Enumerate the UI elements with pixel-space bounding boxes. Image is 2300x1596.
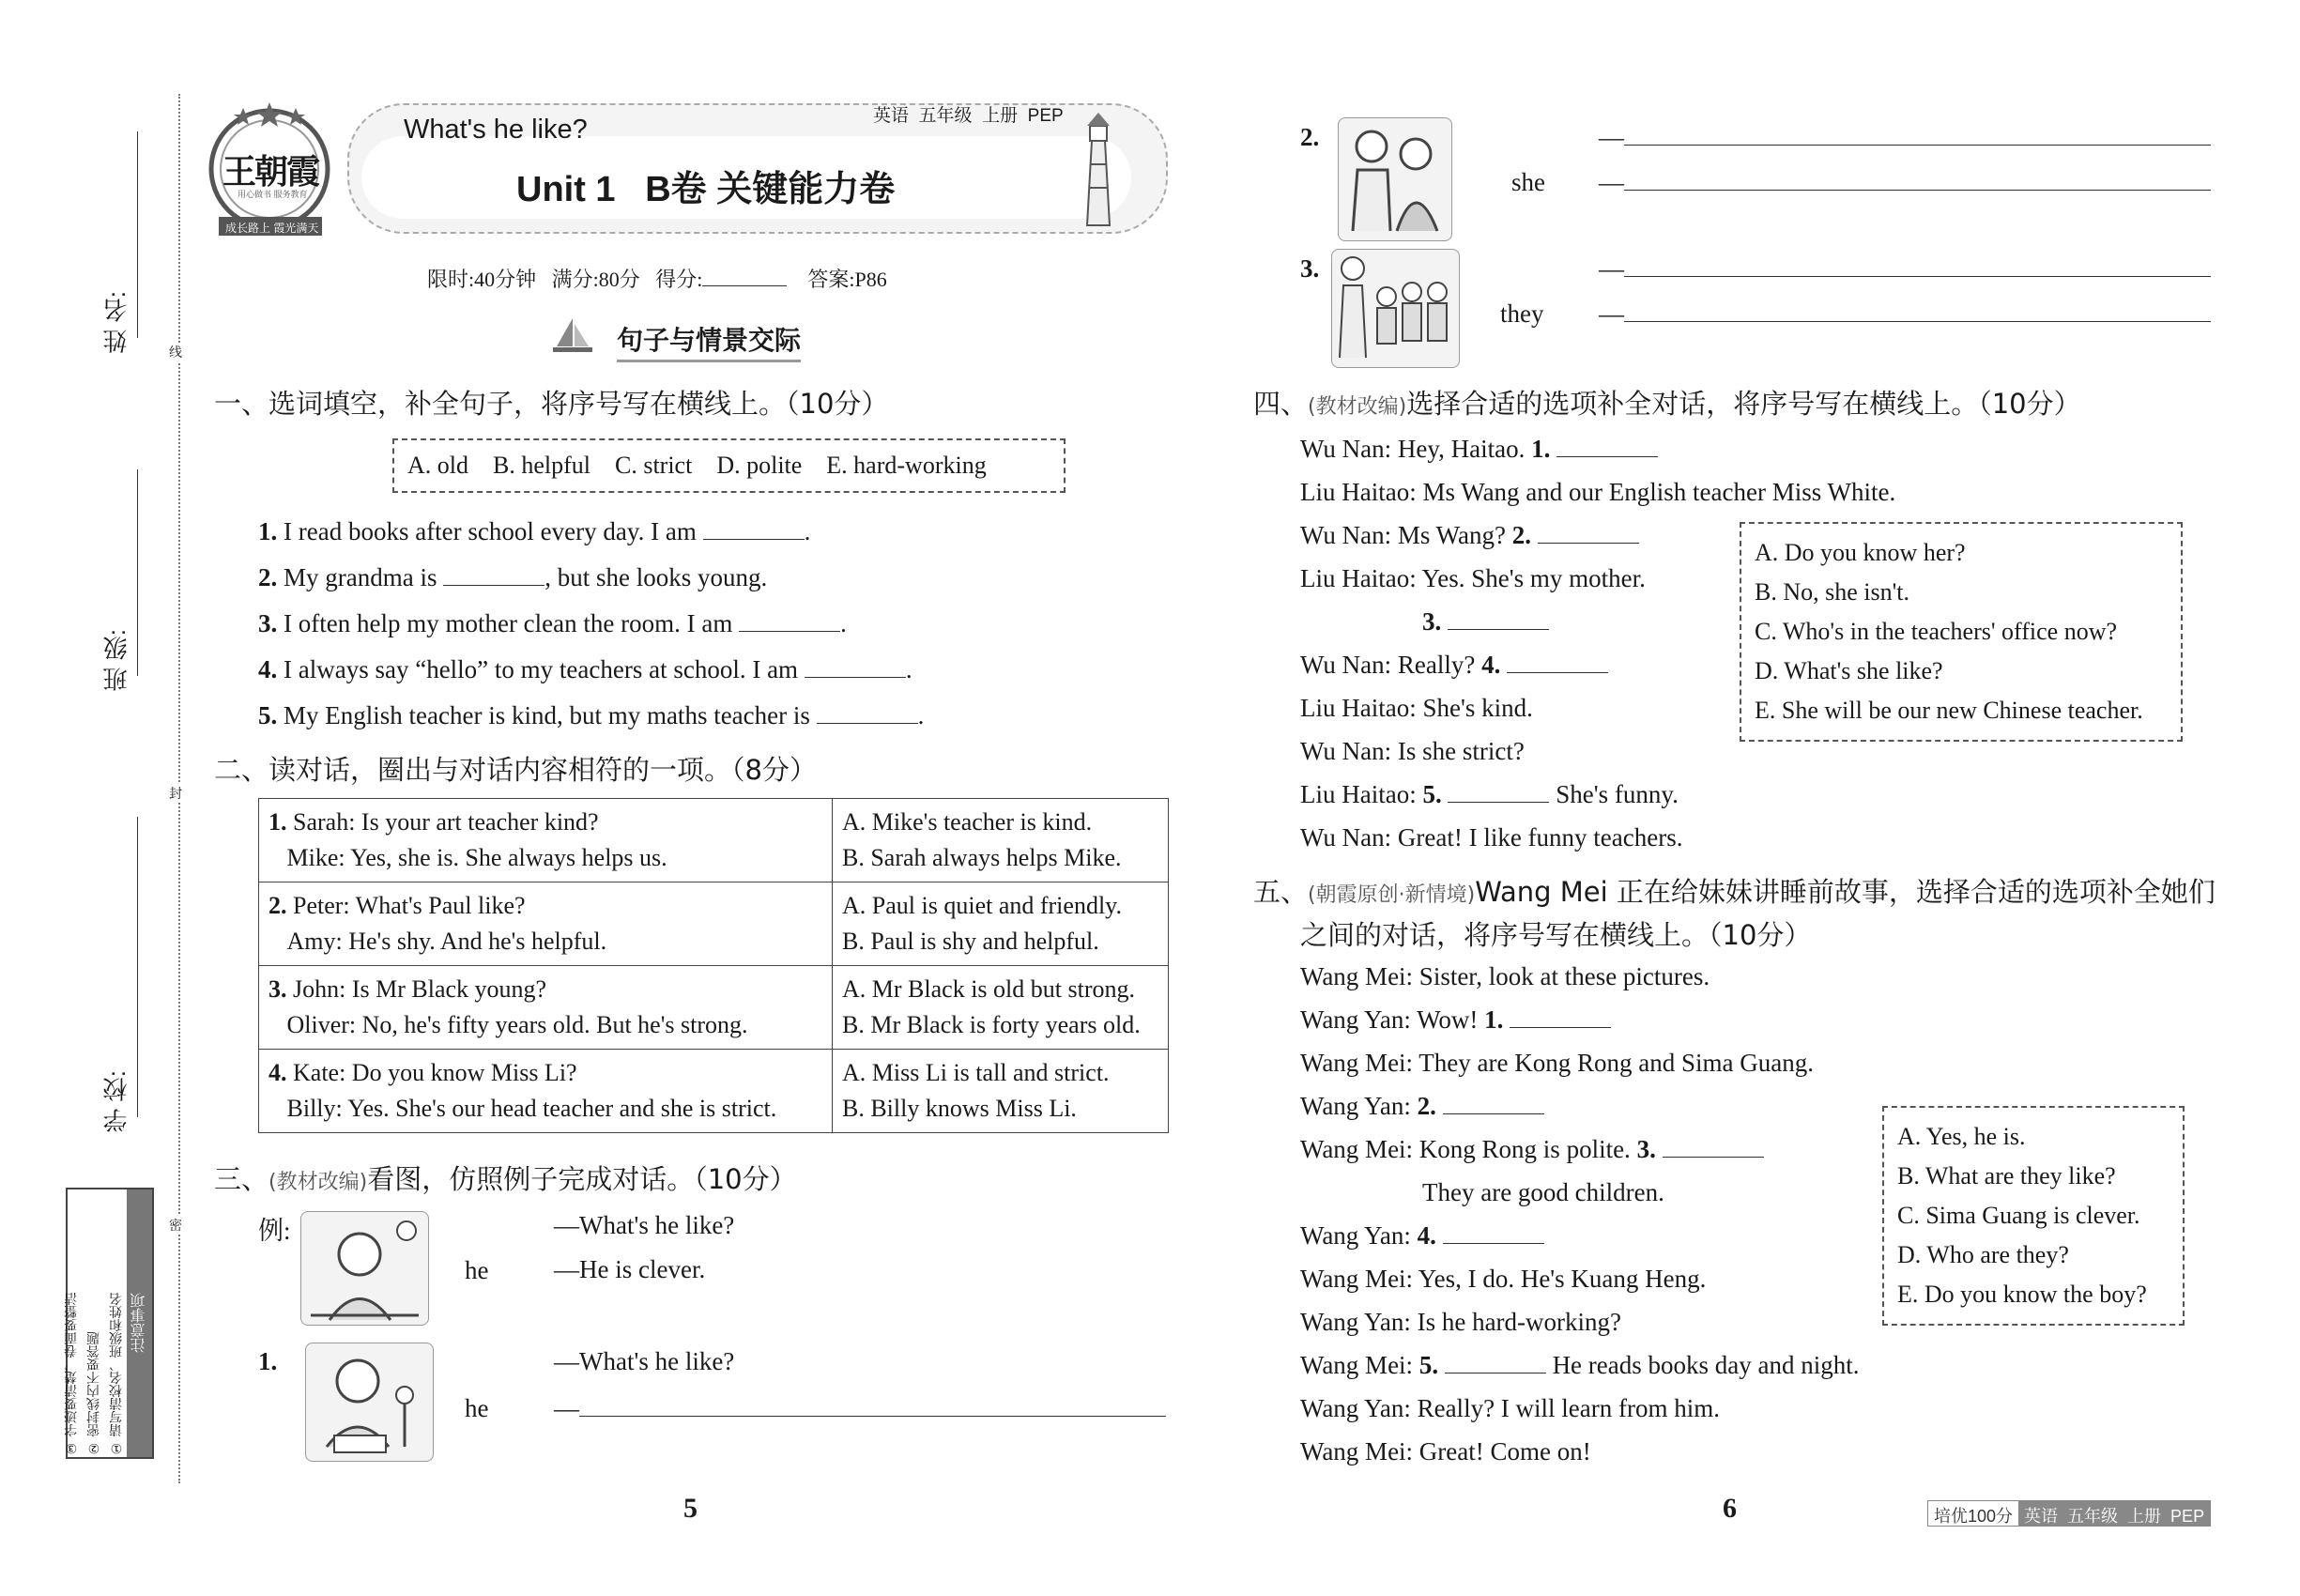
q1-item (258, 560, 924, 606)
dialogue-line: Mike: Yes, she is. She always helps us. (286, 844, 667, 871)
dialogue-line (1300, 1391, 1860, 1435)
note-item: ② 密封线内不要答题 (85, 1331, 100, 1455)
score-field[interactable] (702, 265, 787, 286)
speaker-text: Wang Yan: (1300, 1221, 1418, 1250)
option: D. What's she like? (1755, 657, 1943, 684)
dialogue-line (1300, 1435, 1860, 1478)
name-field[interactable] (137, 131, 138, 338)
choice-a[interactable]: A. Paul is quiet and friendly. (842, 892, 1122, 919)
dialogue-line (1300, 1305, 1860, 1348)
speaker-text: Wu Nan: Really? (1300, 651, 1482, 679)
q4-heading (1253, 385, 2081, 426)
q1-item (258, 698, 924, 744)
brand-logo (202, 99, 338, 239)
example-label: 例: (258, 1217, 291, 1245)
choice-a[interactable]: A. Mr Black is old but strong. (842, 975, 1135, 1003)
answer-line[interactable] (1624, 299, 2211, 322)
q1-item (258, 652, 924, 698)
table-row (259, 882, 1169, 966)
table-row (259, 1050, 1169, 1133)
item-number: 3. (1636, 1135, 1656, 1163)
q5-heading (1253, 873, 2216, 914)
answer-blank[interactable] (1510, 1006, 1611, 1028)
dialogue-line: Peter: What's Paul like? (293, 892, 526, 919)
option: D. Who are they? (1897, 1241, 2069, 1268)
choice-cell (833, 799, 1169, 882)
dash: — (1599, 123, 1624, 151)
lighthouse-icon (1080, 103, 1117, 230)
item-number: 4. (1417, 1221, 1436, 1250)
q4-options-box (1740, 522, 2183, 742)
q4-heading-tag: (教材改编) (1308, 395, 1407, 419)
q3-question-row (1599, 252, 2211, 285)
q1-options: A. old B. helpful C. strict D. polite E. hard-working (407, 452, 987, 479)
choice-a[interactable]: A. Mike's teacher is kind. (842, 808, 1093, 836)
choice-b[interactable]: B. Sarah always helps Mike. (842, 844, 1122, 871)
choice-cell (833, 966, 1169, 1050)
q3-answer-row (1599, 165, 2211, 199)
teacher-with-children-icon (1332, 250, 1459, 367)
binding-margin (56, 94, 188, 1502)
dialogue-line (1300, 1175, 1860, 1219)
speaker-text: Wang Yan: Is he hard-working? (1300, 1308, 1622, 1336)
brand-small-text: 用心做书 服务教育 (238, 190, 308, 199)
speaker-text: Wu Nan: Ms Wang? (1300, 521, 1512, 549)
answer-blank[interactable] (1443, 1093, 1544, 1114)
answer-blank[interactable] (1445, 1352, 1546, 1373)
option: B. No, she isn't. (1755, 578, 1910, 606)
dialogue-line: Billy: Yes. She's our head teacher and she is strict. (286, 1095, 777, 1122)
dialogue-line (1300, 1132, 1860, 1175)
q4-heading-text: 选择合适的选项补全对话，将序号写在横线上。（10分） (1406, 388, 2081, 420)
q3-heading-tag: (教材改编) (268, 1171, 368, 1194)
q3-item-pronoun: they (1500, 299, 1544, 328)
woman-helping-girl-icon (1339, 118, 1451, 240)
header-meta: 英语 五年级 上册 PEP (873, 106, 1064, 126)
q4-heading-number: 四、 (1253, 388, 1309, 420)
q1-item (258, 514, 924, 560)
speaker-text: Wang Mei: Great! Come on! (1300, 1437, 1591, 1466)
answer-line[interactable] (579, 1393, 1166, 1417)
boy-thinking-icon (301, 1212, 428, 1325)
dash: — (554, 1394, 579, 1422)
q3-item-pronoun: he (465, 1394, 489, 1422)
speaker-text: Wu Nan: Great! I like funny teachers. (1300, 823, 1683, 852)
item-number: 2. (268, 892, 287, 919)
item-text-post: . (905, 655, 912, 683)
q5-options-box (1882, 1106, 2185, 1326)
speaker-text: Liu Haitao: Yes. She's my mother. (1300, 564, 1646, 592)
item-text: I always say “hello” to my teachers at school. I am (284, 655, 799, 683)
dash: — (1599, 168, 1624, 196)
answer-blank[interactable] (817, 702, 918, 724)
table-row (259, 799, 1169, 882)
q5-heading-text: Wang Mei 正在给妹妹讲睡前故事，选择合适的选项补全她们 (1475, 876, 2216, 908)
dialogue-cell (259, 966, 833, 1050)
example-question: —What's he like? (554, 1211, 735, 1239)
speaker-text: Wang Mei: Sister, look at these pictures. (1300, 962, 1710, 990)
cut-mark: 线 (169, 345, 182, 360)
answer-blank[interactable] (1448, 781, 1549, 803)
item-text-post: . (840, 609, 847, 637)
dialogue-line: Sarah: Is your art teacher kind? (293, 808, 599, 836)
answer-blank[interactable] (1507, 652, 1608, 673)
info-line (427, 263, 887, 297)
dash: — (1599, 254, 1624, 283)
speaker-text-after: She's funny. (1549, 780, 1679, 808)
q5-heading-tag: (朝霞原创·新情境) (1308, 883, 1476, 907)
page-number-left: 5 (683, 1493, 698, 1524)
dialogue-line (1300, 1046, 1860, 1089)
speaker-text: They are good children. (1422, 1178, 1664, 1206)
choice-b[interactable]: B. Mr Black is forty years old. (842, 1011, 1141, 1038)
item-number: 4. (268, 1059, 287, 1086)
dialogue-line (1300, 475, 1895, 518)
dialogue-line (1300, 959, 1860, 1003)
speaker-text: Wang Mei: Kong Rong is polite. (1300, 1135, 1637, 1163)
speaker-text: Wu Nan: Hey, Haitao. (1300, 435, 1532, 463)
dialogue-cell (259, 1050, 833, 1133)
dialogue-line (1300, 1262, 1860, 1305)
option: C. Who's in the teachers' office now? (1755, 618, 2118, 645)
item-text: I read books after school every day. I am (284, 517, 697, 545)
speaker-text: Wu Nan: Is she strict? (1300, 737, 1525, 765)
dialogue-line (1300, 1348, 1860, 1391)
class-field[interactable] (137, 469, 138, 676)
school-label: 学 校: (102, 1070, 130, 1133)
boy-reading-picture (305, 1343, 434, 1462)
item-number: 4. (258, 655, 278, 683)
example-pronoun: he (465, 1256, 489, 1284)
item-number: 5. (1418, 1351, 1439, 1379)
q1-heading: 一、选词填空，补全句子，将序号写在横线上。（10分） (214, 388, 889, 420)
dialogue-line (1300, 777, 1895, 821)
speaker-text: Wang Yan: (1300, 1092, 1418, 1120)
brand-slogan: 成长路上 霞光满天 (225, 222, 319, 235)
choice-b[interactable]: B. Billy knows Miss Li. (842, 1095, 1077, 1122)
item-number: 2. (258, 563, 278, 591)
dialogue-line (1300, 1089, 1860, 1132)
item-number: 5. (258, 701, 278, 729)
q3-heading-number: 三、 (214, 1163, 269, 1195)
q3-heading (214, 1160, 797, 1202)
section-banner (549, 316, 831, 356)
answer-blank[interactable] (703, 518, 805, 540)
notes-box (63, 1188, 154, 1459)
item-text-post: . (917, 701, 925, 729)
item-number: 1. (1484, 1005, 1504, 1034)
dialogue-line (1300, 1219, 1860, 1262)
q3-item-question: —What's he like? (554, 1347, 735, 1375)
option: E. She will be our new Chinese teacher. (1755, 697, 2143, 724)
page-number-right: 6 (1723, 1493, 1737, 1524)
answer-blank[interactable] (1448, 608, 1549, 630)
footer-badge (1927, 1500, 2211, 1527)
answer-blank[interactable] (805, 656, 906, 678)
school-field[interactable] (137, 817, 138, 1117)
item-number: 1. (268, 808, 287, 836)
item-number: 5. (1422, 780, 1442, 808)
girl-mother-picture (1338, 117, 1452, 241)
cut-mark: 封 (169, 786, 182, 801)
answer-line[interactable] (1624, 253, 2211, 277)
option: E. Do you know the boy? (1897, 1281, 2147, 1308)
dialogue-line: John: Is Mr Black young? (293, 975, 547, 1003)
answer-blank[interactable] (1538, 522, 1639, 544)
item-number: 3. (268, 975, 287, 1003)
note-item: ① 请写清校名、班级和姓名 (108, 1292, 123, 1455)
dialogue-line (1300, 432, 1895, 475)
full-score: 满分:80分 (551, 268, 640, 291)
q2-table (258, 798, 1169, 1133)
q3-question-row (1599, 120, 2211, 154)
table-row (259, 966, 1169, 1050)
section-banner-title: 句子与情景交际 (617, 320, 801, 362)
speaker-text: Wang Mei: Yes, I do. He's Kuang Heng. (1300, 1265, 1707, 1293)
dialogue-cell (259, 799, 833, 882)
answer-blank[interactable] (739, 610, 840, 632)
footer-badge-meta: 英语 五年级 上册 PEP (2018, 1501, 2210, 1526)
answer-blank[interactable] (1663, 1136, 1764, 1158)
item-number: 1. (1531, 435, 1551, 463)
choice-b[interactable]: B. Paul is shy and helpful. (842, 928, 1099, 955)
dialogue-line (1300, 1003, 1860, 1046)
item-number: 4. (1481, 651, 1501, 679)
item-text: I often help my mother clean the room. I am (284, 609, 733, 637)
option: A. Do you know her? (1755, 539, 1966, 566)
page-title: Unit 1 B卷 关键能力卷 (516, 170, 896, 209)
dash: — (1599, 299, 1624, 328)
option: B. What are they like? (1897, 1162, 2116, 1189)
q3-item-pronoun: she (1511, 168, 1545, 196)
option: C. Sima Guang is clever. (1897, 1202, 2140, 1229)
notes-title: 注意事项 (127, 1189, 152, 1457)
item-text: My English teacher is kind, but my maths teacher is (284, 701, 810, 729)
speaker-text: Liu Haitao: She's kind. (1300, 694, 1533, 722)
score-label: 得分: (655, 268, 703, 291)
q3-answer-row (1599, 297, 2211, 330)
dialogue-line: Oliver: No, he's fifty years old. But he's strong. (286, 1011, 748, 1038)
answer-page: 答案:P86 (807, 268, 887, 291)
class-label: 班 级: (102, 629, 130, 692)
boy-reading-icon (306, 1343, 433, 1461)
q3-heading-text: 看图，仿照例子完成对话。（10分） (367, 1163, 797, 1195)
item-number: 1. (258, 517, 278, 545)
q3-item-number: 2. (1300, 123, 1320, 151)
answer-line[interactable] (1624, 167, 2211, 191)
q2-heading: 二、读对话，圈出与对话内容相符的一项。（8分） (214, 754, 817, 786)
time-limit: 限时:40分钟 (427, 268, 537, 291)
q3-item-number: 1. (258, 1347, 278, 1375)
dialogue-cell (259, 882, 833, 966)
q3-answer-row (554, 1391, 1166, 1425)
q1-items (258, 514, 924, 744)
name-label: 姓 名: (102, 291, 130, 354)
cut-mark: 密 (169, 1218, 182, 1233)
speaker-text-after: He reads books day and night. (1545, 1351, 1860, 1379)
item-number: 2. (1417, 1092, 1436, 1120)
answer-blank[interactable] (443, 564, 544, 586)
item-text-post: , but she looks young. (544, 563, 768, 591)
choice-cell (833, 882, 1169, 966)
boy-idea-picture (300, 1211, 429, 1326)
item-number: 3. (1422, 607, 1442, 636)
item-number: 3. (258, 609, 278, 637)
speaker-text: Liu Haitao: Ms Wang and our English teacher Miss White. (1300, 478, 1896, 506)
q1-options-box (392, 438, 1066, 493)
header-subtitle: What's he like? (404, 115, 588, 145)
answer-blank[interactable] (1443, 1222, 1544, 1244)
answer-line[interactable] (1624, 122, 2211, 146)
item-text: My grandma is (284, 563, 437, 591)
dialogue-line: Kate: Do you know Miss Li? (293, 1059, 577, 1086)
footer-badge-brand: 培优100分 (1928, 1501, 2018, 1526)
choice-a[interactable]: A. Miss Li is tall and strict. (842, 1059, 1110, 1086)
speaker-text: Wang Yan: Really? I will learn from him. (1300, 1394, 1720, 1422)
q5-heading-line2: 之间的对话，将序号写在横线上。（10分） (1300, 919, 1812, 951)
item-text-post: . (804, 517, 811, 545)
teacher-children-picture (1331, 249, 1460, 368)
speaker-text: Wang Yan: Wow! (1300, 1005, 1485, 1034)
q3-item-number: 3. (1300, 254, 1320, 283)
sailboat-icon (549, 316, 596, 356)
speaker-text: Wang Mei: They are Kong Rong and Sima Guang. (1300, 1049, 1814, 1077)
speaker-text: Wang Mei: (1300, 1351, 1419, 1379)
example-answer: —He is clever. (554, 1255, 706, 1283)
dialogue-line (1300, 821, 1895, 864)
dialogue-line: Amy: He's shy. And he's helpful. (286, 928, 607, 955)
q5-heading-number: 五、 (1253, 876, 1309, 908)
q5-dialogue (1300, 959, 1860, 1478)
item-number: 2. (1511, 521, 1531, 549)
option: A. Yes, he is. (1897, 1123, 2026, 1150)
answer-blank[interactable] (1556, 436, 1658, 457)
q1-item (258, 606, 924, 652)
speaker-text: Liu Haitao: (1300, 780, 1423, 808)
brand-name: 王朝霞 (222, 153, 319, 191)
choice-cell (833, 1050, 1169, 1133)
note-item: ③ 字迹要清楚，卷面要整洁 (63, 1292, 78, 1455)
